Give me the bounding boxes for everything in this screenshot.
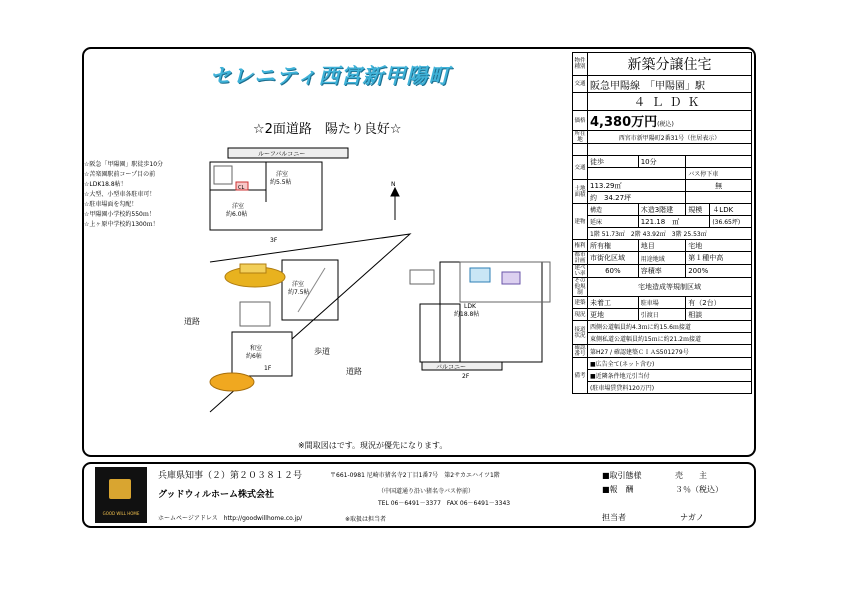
feature-item: ☆阪急「甲陽園」駅徒歩10分: [84, 161, 164, 168]
road-left-label: 道路: [184, 317, 200, 326]
notice: ※間取図はです。現況が優先になります。: [298, 441, 448, 450]
transaction-label: ■取引態様: [602, 471, 642, 480]
floor-plan-drawing: [180, 142, 572, 442]
svg-text:約6帖: 約6帖: [246, 353, 262, 360]
staff-name: ナガノ: [680, 513, 704, 522]
property-info-table: 物件種別 新築分譲住宅 交通 阪急甲陽線 「甲陽園」駅 ４ＬＤＫ 価格 4,380万円(税込) 所在地 西宮市新甲陽町2番31号（住居表示） 交通 徒歩 10分 バス停下車 土地面積 113.29㎡ 無 約 34.27坪 建物 構造 木造3階建 規模 ４LDK 延床 121.18 ㎡ (36.65坪) 1階 51.73㎡ 2階 43.92㎡ 3階 25.53㎡ 権利 所有権 地目 宅地 都市計画 市街化区域 用途地域 第１種中高 建ぺい率 60% 容積率 200% その他規制 宅地造成等規制区域 建築 未着工 駐車場 有（2台） 現況 更地 引渡日 相談 接道状況 西側公道幅員約4.3ｍに約15.6ｍ接道 東側私道公道幅員約15ｍに約21.2ｍ接道 確認番号 第H27 / 確認建築ＣＩＡS501279号 備考 ■広告全て(ネット含む) ■近隣条件地元引当付 (駐車場賃貸料120万円): [572, 52, 752, 394]
feature-item: ☆甲陽園小学校約550ｍ！: [84, 211, 155, 218]
feature-item: ☆駐車場面を勾配！: [84, 201, 138, 208]
room-1f-b-label: 和室: [250, 345, 263, 352]
room-3f-b-label: 洋室: [232, 203, 245, 210]
feature-item: ☆大型、小型車各駐車可！: [84, 191, 156, 198]
feature-item: ☆苦楽園駅前コープ目の前: [84, 171, 156, 178]
floor-2f-label: 2F: [462, 373, 470, 380]
north-label: N: [391, 181, 396, 188]
property-title: セレニティ西宮新甲陽町: [210, 64, 451, 88]
balcony-2f-label: バルコニー: [436, 364, 467, 371]
transaction-value: 売 主: [675, 471, 707, 480]
balcony-3f-label: ルーフバルコニー: [258, 151, 306, 158]
info-price: 4,380万円(税込): [588, 111, 752, 131]
company-logo: GOOD WILL HOME: [95, 467, 147, 523]
svg-text:約5.5帖: 約5.5帖: [270, 179, 292, 186]
walkway-label: 歩道: [314, 347, 330, 356]
footer-note: ※取扱は担当者: [345, 516, 387, 523]
info-land-area: 113.29㎡: [588, 180, 686, 192]
info-heading: 新築分譲住宅: [588, 53, 752, 76]
svg-text:約18.8帖: 約18.8帖: [454, 311, 480, 318]
company-phone: TEL 06－6491－3377 FAX 06－6491－3343: [378, 500, 511, 507]
info-layout: ４ＬＤＫ: [588, 93, 752, 111]
road-right-label: 道路: [346, 367, 362, 376]
headline: ☆2面道路 陽たり良好☆: [253, 122, 402, 137]
homepage-url[interactable]: ホームページアドレス http://goodwillhome.co.jp/: [158, 515, 303, 522]
fee-value: ３％（税込）: [675, 485, 723, 494]
license-number: 兵庫県知事（２）第２０３８１２号: [158, 471, 303, 481]
room-1f-b: [232, 332, 292, 376]
room-3f-a-label: 洋室: [276, 171, 289, 178]
ldk-label: LDK: [464, 303, 476, 310]
svg-text:約7.5帖: 約7.5帖: [288, 289, 310, 296]
fee-label: ■報 酬: [602, 485, 634, 494]
company-address-note: （中国道通り沿い猪名寺バス停前）: [378, 488, 475, 495]
logo-box-icon: [109, 479, 131, 499]
info-access: 阪急甲陽線 「甲陽園」駅: [588, 76, 752, 93]
svg-text:約6.0帖: 約6.0帖: [226, 211, 248, 218]
feature-list: [84, 160, 163, 230]
floor-1f-label: 1F: [264, 365, 272, 372]
floor-3f-label: 3F: [270, 237, 278, 244]
company-address: 〒661-0981 尼崎市猪名寺2丁目1番7号 第2サカエハイツ1階: [330, 472, 500, 479]
feature-item: ☆LDK18.8帖！: [84, 181, 127, 188]
room-1f-a-label: 洋室: [292, 281, 305, 288]
staff-label: 担当者: [602, 513, 626, 522]
feature-item: ☆上ヶ原中学校約1300ｍ！: [84, 221, 159, 228]
car-icon: [210, 373, 254, 391]
svg-text:CL: CL: [238, 185, 245, 191]
company-name: グッドウィルホーム株式会社: [158, 490, 275, 500]
info-address: 西宮市新甲陽町2番31号（住居表示）: [588, 131, 752, 144]
